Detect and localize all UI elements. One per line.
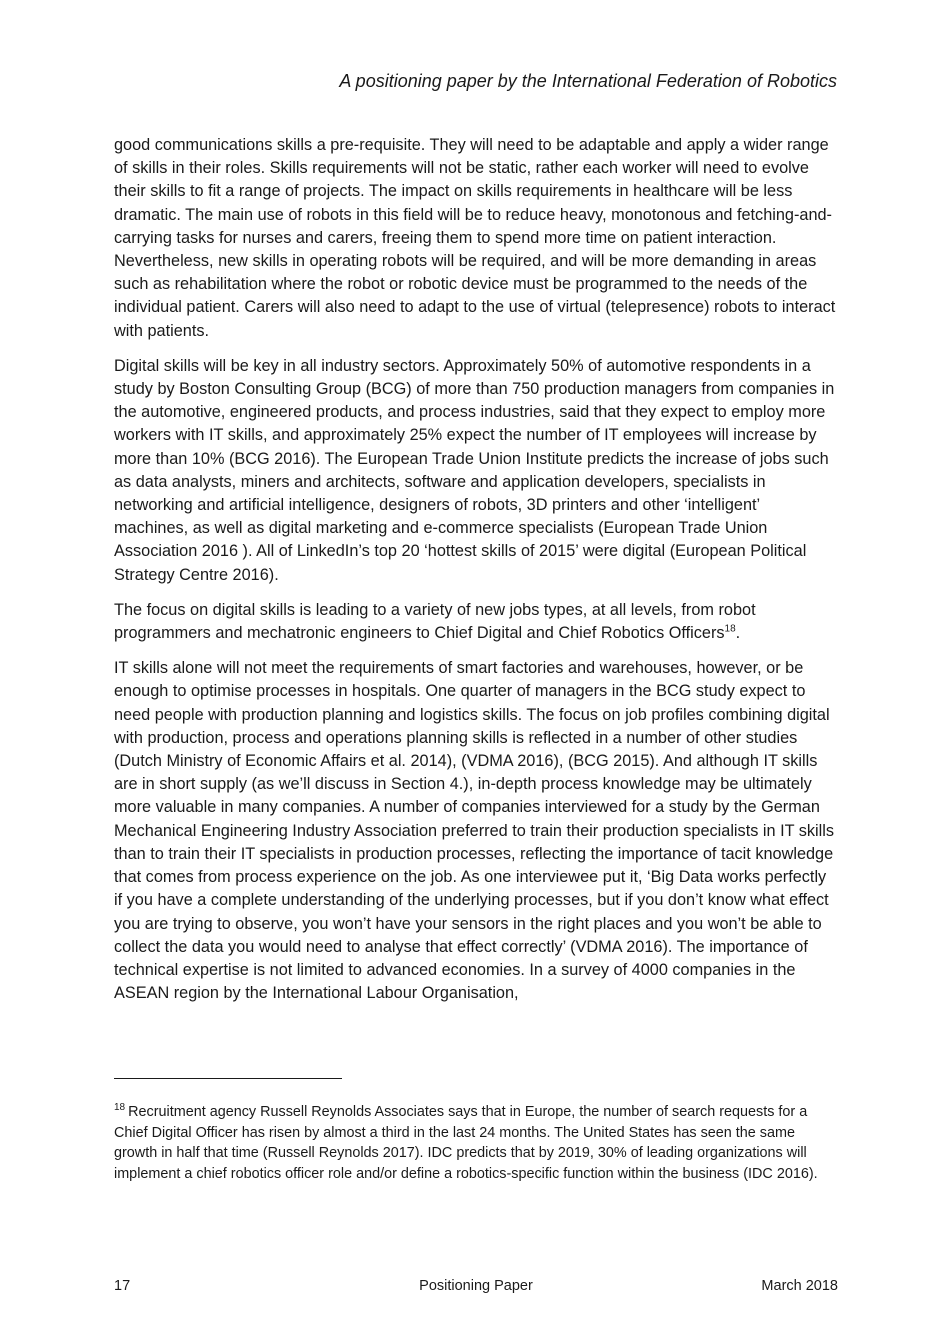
footnote-reference[interactable]: 18	[724, 623, 736, 635]
page-footer	[114, 1278, 838, 1298]
footnote-text: Recruitment agency Russell Reynolds Associates says that in Europe, the number of search requests for a Chief Digital Officer has risen by almost a third in the last 24 months. The United States has seen the same growth in half that time (Russell Reynolds 2017). IDC predicts that by 2019, 30% of leading organizations will implement a chief robotics officer role and/or define a robotics-specific function within the business (IDC 2016).	[114, 1104, 818, 1182]
paragraph	[114, 599, 838, 645]
paragraph-end: .	[735, 624, 741, 643]
page-number: 17	[114, 1278, 131, 1294]
footnote	[114, 1102, 838, 1184]
paragraph: IT skills alone will not meet the requirements of smart factories and warehouses, however, or be enough to optimise processes in hospitals. One quarter of managers in the BCG study expect to need people with production planning and logistics skills. The focus on job profiles combining digital with production, process and operations planning skills is reflected in a number of other studies (Dutch Ministry of Economic Affairs et al. 2014), (VDMA 2016), (BCG 2015). And although IT skills are in short supply (as we’ll discuss in Section 4.), in-depth process knowledge may be ultimately more valuable in many companies. A number of companies interviewed for a study by the German Mechanical Engineering Industry Association preferred to train their production specialists in IT skills than to train their IT specialists in production processes, reflecting the importance of tacit knowledge that comes from process experience on the job. As one interviewee put it, ‘Big Data works perfectly if you have a complete understanding of the underlying processes, but if you don’t know what effect you are trying to observe, you won’t have your sensors in the right places and you won’t be able to collect the data you would need to analyse that effect correctly’ (VDMA 2016). The importance of technical expertise is not limited to advanced economies. In a survey of 4000 companies in the ASEAN region by the International Labour Organisation,	[114, 659, 835, 1003]
footnote-separator	[114, 1078, 342, 1079]
body-text	[114, 134, 838, 1017]
paragraph: Digital skills will be key in all industry sectors. Approximately 50% of automotive respondents in a study by Boston Consulting Group (BCG) of more than 750 production managers from companies in the automotive, engineered products, and process industries, said that they expect to employ more workers with IT skills, and approximately 25% expect the number of IT employees will increase by more than 10% (BCG 2016). The European Trade Union Institute predicts the increase of jobs such as data analysts, miners and architects, software and application developers, specialists in networking and artificial intelligence, designers of robots, 3D printers and other ‘intelligent’ machines, as well as digital marketing and e-commerce specialists (European Trade Union Association 2016 ). All of LinkedIn’s top 20 ‘hottest skills of 2015’ were digital (European Political Strategy Centre 2016).	[114, 356, 835, 584]
footer-date: March 2018	[761, 1278, 838, 1294]
footnote-number: 18	[114, 1102, 126, 1114]
paragraph: good communications skills a pre-requisite. They will need to be adaptable and apply a wider range of skills in their roles. Skills requirements will not be static, rather each worker will need to evolve their skills to fit a range of projects. The impact on skills requirements in healthcare will be less dramatic. The main use of robots in this field will be to reduce heavy, monotonous and fetching-and-carrying tasks for nurses and carers, freeing them to spend more time on patient interaction. Nevertheless, new skills in operating robots will be required, and will be more demanding in areas such as rehabilitation where the robot or robotic device must be programmed to the needs of the individual patient. Carers will also need to adapt to the use of virtual (telepresence) robots to interact with patients.	[114, 136, 836, 340]
footer-title: Positioning Paper	[419, 1278, 533, 1294]
paragraph-text: The focus on digital skills is leading to a variety of new jobs types, at all levels, from robot programmers and mechatronic engineers to Chief Digital and Chief Robotics Officers	[114, 600, 756, 643]
running-header: A positioning paper by the International Federation of Robotics	[339, 71, 837, 91]
